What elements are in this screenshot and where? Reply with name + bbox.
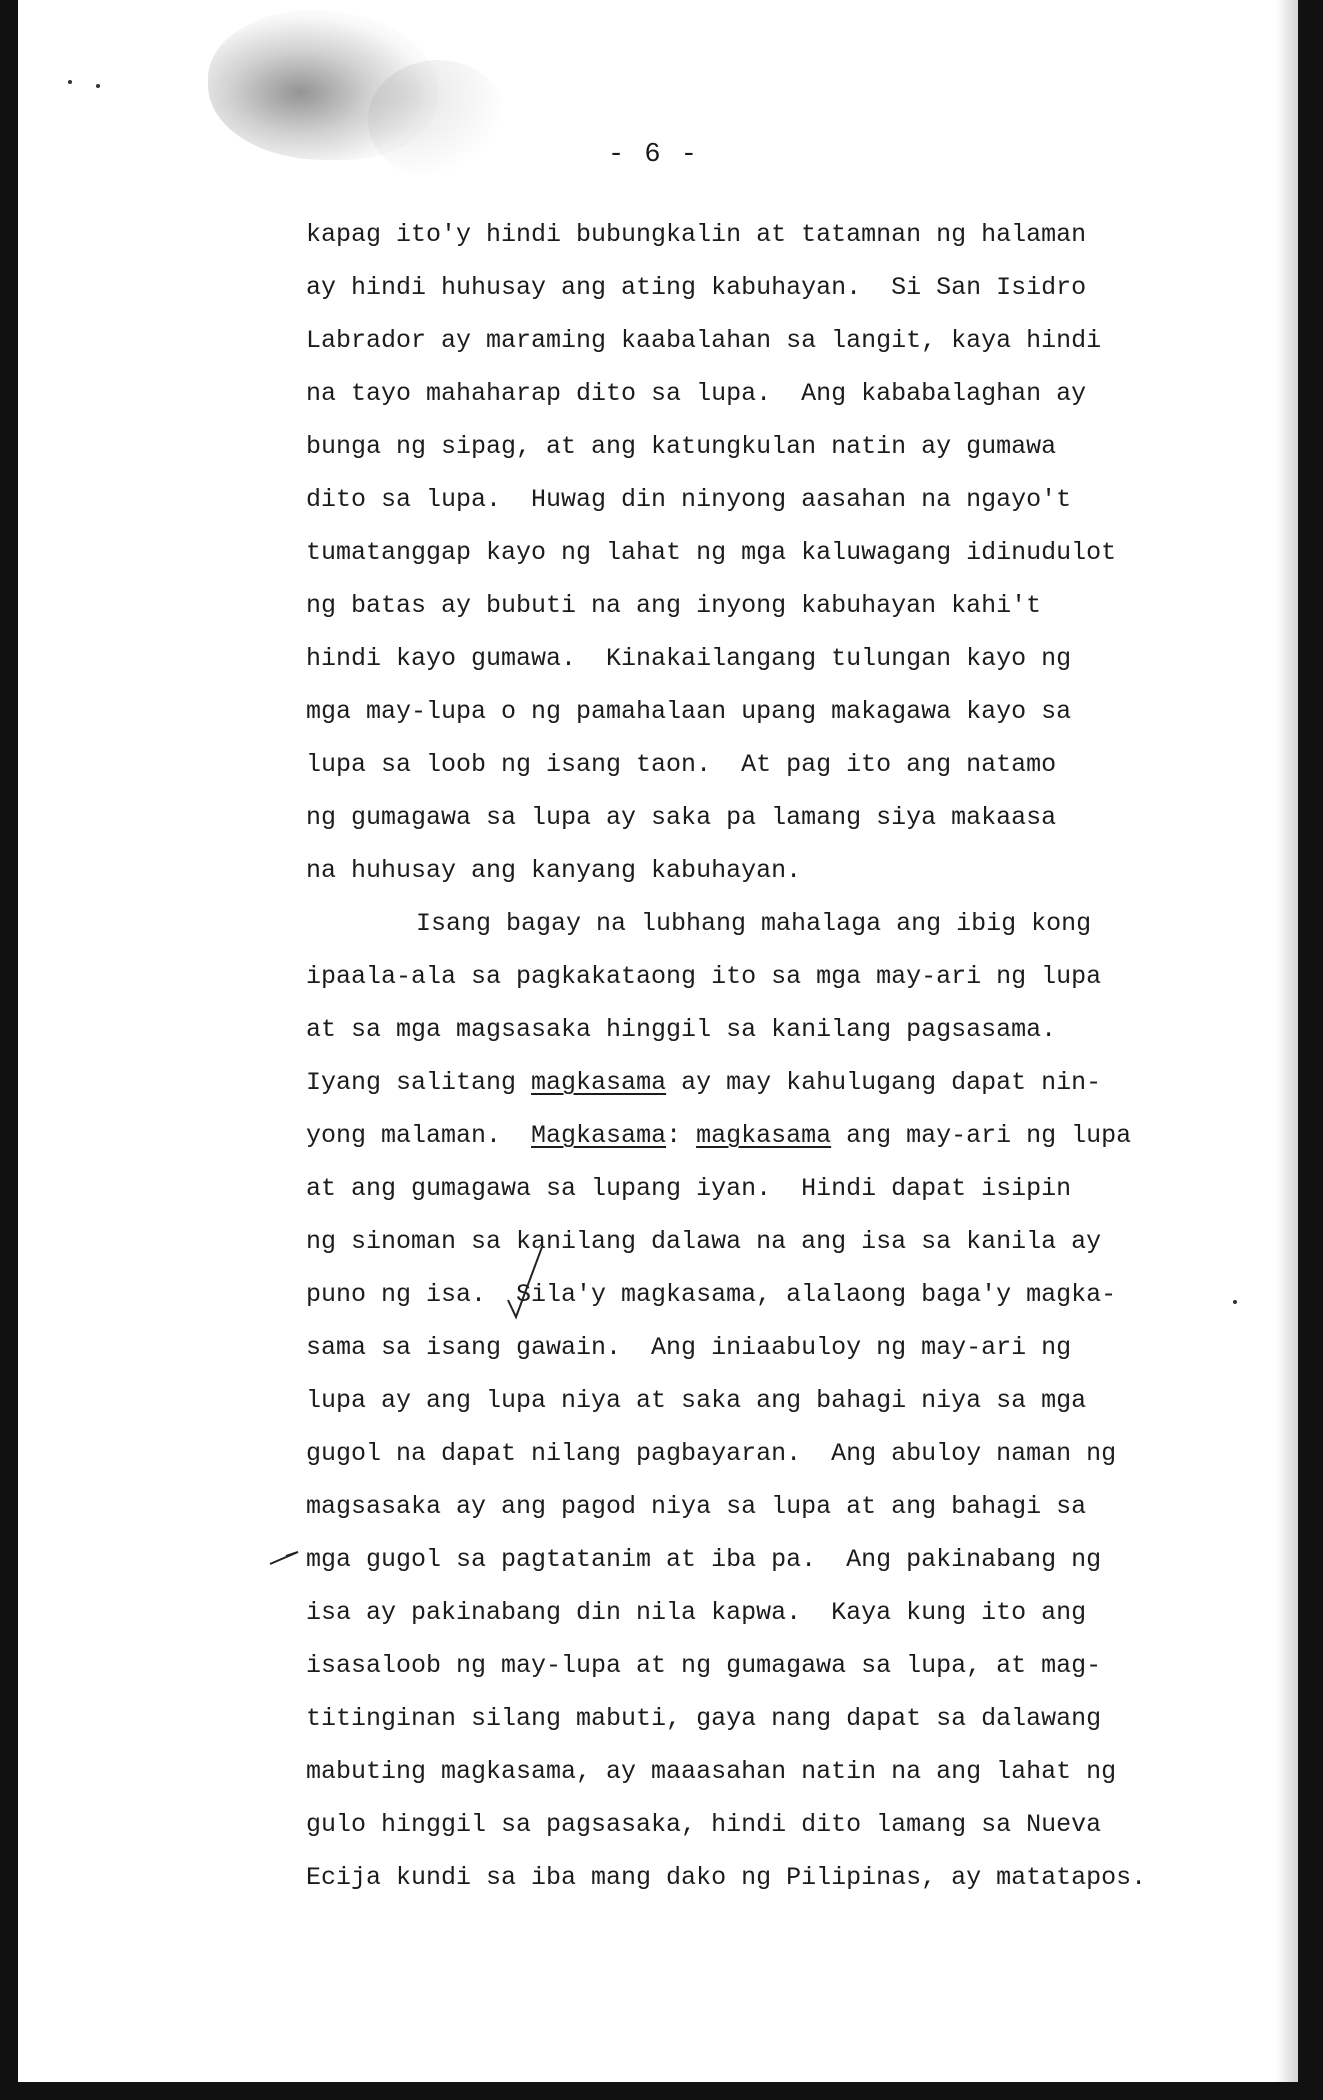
text-line: puno ng isa. Sila'y magkasama, alalaong baga'y magka- bbox=[306, 1280, 1117, 1309]
text-line: mga may-lupa o ng pamahalaan upang makagawa kayo sa bbox=[306, 697, 1072, 726]
page-edge-shadow bbox=[1276, 0, 1298, 2082]
text-line: ipaala-ala sa pagkakataong ito sa mga may-ari ng lupa bbox=[306, 962, 1102, 991]
text-line: na huhusay ang kanyang kabuhayan. bbox=[306, 856, 802, 885]
text-line: Ecija kundi sa iba mang dako ng Pilipinas, ay matatapos. bbox=[306, 1863, 1147, 1892]
underlined-word: magkasama bbox=[696, 1121, 832, 1150]
text-line: isasaloob ng may-lupa at ng gumagawa sa lupa, at mag- bbox=[306, 1651, 1102, 1680]
text-line: isa ay pakinabang din nila kapwa. Kaya kung ito ang bbox=[306, 1598, 1087, 1627]
text-line: at sa mga magsasaka hinggil sa kanilang pagsasama. bbox=[306, 1015, 1057, 1044]
text-line: titinginan silang mabuti, gaya nang dapat sa dalawang bbox=[306, 1704, 1102, 1733]
handwritten-margin-mark bbox=[268, 1548, 302, 1568]
typewritten-page bbox=[18, 0, 1298, 2082]
speck bbox=[68, 80, 72, 84]
text-line: bunga ng sipag, at ang katungkulan natin ay gumawa bbox=[306, 432, 1057, 461]
text-line: mga gugol sa pagtatanim at iba pa. Ang pakinabang ng bbox=[306, 1545, 1102, 1574]
text-line: Labrador ay maraming kaabalahan sa langit, kaya hindi bbox=[306, 326, 1102, 355]
speck bbox=[96, 84, 100, 88]
underlined-word: magkasama bbox=[531, 1068, 667, 1097]
text-line: ng gumagawa sa lupa ay saka pa lamang siya makaasa bbox=[306, 803, 1057, 832]
document-body bbox=[306, 208, 1266, 1904]
text-line: hindi kayo gumawa. Kinakailangang tulungan kayo ng bbox=[306, 644, 1072, 673]
text-line: ng sinoman sa kanilang dalawa na ang isa sa kanila ay bbox=[306, 1227, 1102, 1256]
paragraph-2-continuation bbox=[306, 1321, 1266, 1904]
paragraph-2 bbox=[306, 897, 1266, 1904]
text-line: kapag ito'y hindi bubungkalin at tatamnan ng halaman bbox=[306, 220, 1087, 249]
text-line: ng batas ay bubuti na ang inyong kabuhayan kahi't bbox=[306, 591, 1042, 620]
text-line: gugol na dapat nilang pagbayaran. Ang abuloy naman ng bbox=[306, 1439, 1117, 1468]
underlined-word: Magkasama bbox=[531, 1121, 667, 1150]
paper-stain-shadow bbox=[368, 60, 508, 180]
text-line bbox=[306, 1109, 1266, 1162]
text-line: na tayo mahaharap dito sa lupa. Ang kababalaghan ay bbox=[306, 379, 1087, 408]
text-line: mabuting magkasama, ay maaasahan natin na ang lahat ng bbox=[306, 1757, 1117, 1786]
text-fragment: ay may kahulugang dapat nin- bbox=[666, 1068, 1102, 1097]
text-line: sama sa isang gawain. Ang iniaabuloy ng may-ari ng bbox=[306, 1333, 1072, 1362]
text-line: lupa sa loob ng isang taon. At pag ito ang natamo bbox=[306, 750, 1057, 779]
page-number: - 6 - bbox=[608, 140, 700, 170]
text-line: ay hindi huhusay ang ating kabuhayan. Si San Isidro bbox=[306, 273, 1087, 302]
text-line: at ang gumagawa sa lupang iyan. Hindi dapat isipin bbox=[306, 1174, 1072, 1203]
text-line: dito sa lupa. Huwag din ninyong aasahan na ngayo't bbox=[306, 485, 1072, 514]
text-fragment: : bbox=[666, 1121, 697, 1150]
paragraph-1 bbox=[306, 208, 1266, 897]
text-line: tumatanggap kayo ng lahat ng mga kaluwagang idinudulot bbox=[306, 538, 1117, 567]
text-fragment: yong malaman. bbox=[306, 1121, 532, 1150]
handwritten-insert-mark bbox=[506, 1245, 544, 1320]
text-fragment: ang may-ari ng lupa bbox=[831, 1121, 1132, 1150]
text-line: gulo hinggil sa pagsasaka, hindi dito lamang sa Nueva bbox=[306, 1810, 1102, 1839]
text-line bbox=[306, 1056, 1266, 1109]
text-line: lupa ay ang lupa niya at saka ang bahagi niya sa mga bbox=[306, 1386, 1087, 1415]
text-line: magsasaka ay ang pagod niya sa lupa at ang bahagi sa bbox=[306, 1492, 1087, 1521]
text-line: Isang bagay na lubhang mahalaga ang ibig kong bbox=[416, 909, 1092, 938]
text-fragment: Iyang salitang bbox=[306, 1068, 532, 1097]
